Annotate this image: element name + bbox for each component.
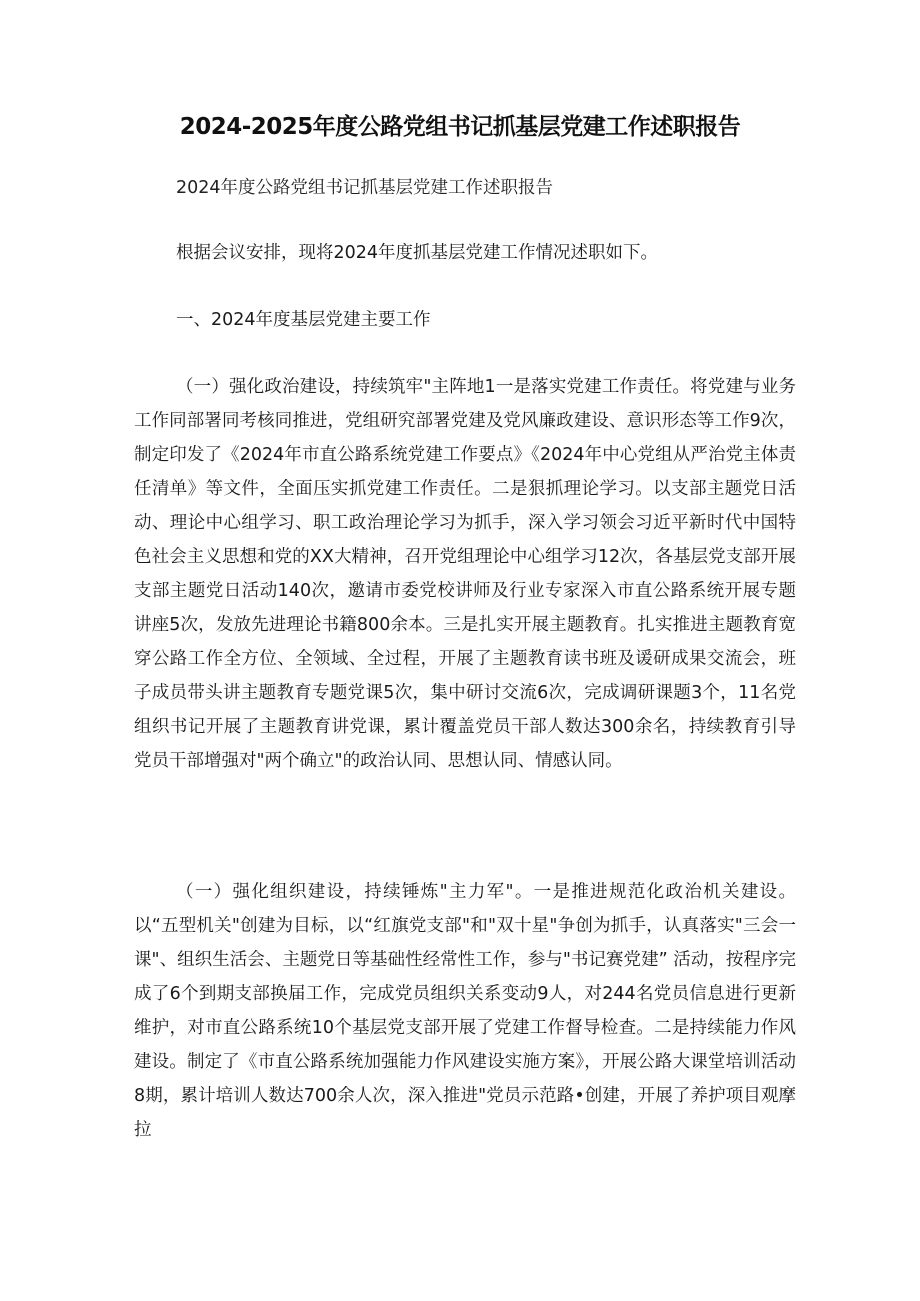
intro-paragraph: 根据会议安排，现将2024年度抓基层党建工作情况述职如下。 [176,243,659,263]
section-heading: 一、2024年度基层党建主要工作 [176,310,431,330]
document-subtitle: 2024年度公路党组书记抓基层党建工作述职报告 [176,178,554,198]
document-title: 2024-2025年度公路党组书记抓基层党建工作述职报告 [179,114,741,140]
body-paragraph: （一）强化组织建设，持续锤炼"主力军"。一是推进规范化政治机关建设。以“五型机关"创建为目标，以“红旗党支部"和"双十星"争创为抓手，认真落实"三会一课"、组织生活会、主题党日等基础性经常性工作，参与"书记赛党建” 活动，按程序完成了6个到期支部换届工作，完成党员组织关系变动9人，对244名党员信息进行更新维护，对市直公路系统10个基层党支部开展了党建工作督导检查。二是持续能力作风建设。制定了《市直公路系统加强能力作风建设实施方案》，开展公路大课堂培训活动8期，累计培训人数达700余人次，深入推进"党员示范路•创建，开展了养护项目观摩拉 [134,882,796,1140]
body-paragraph: （一）强化政治建设，持续筑牢"主阵地1一是落实党建工作责任。将党建与业务工作同部署同考核同推进，党组研究部署党建及党风廉政建设、意识形态等工作9次，制定印发了《2024年市直公路系统党建工作要点》《2024年中心党组从严治党主体责任清单》等文件，全面压实抓党建工作责任。二是狠抓理论学习。以支部主题党日活动、理论中心组学习、职工政治理论学习为抓手，深入学习领会习近平新时代中国特色社会主义思想和党的XX大精神，召开党组理论中心组学习12次，各基层党支部开展支部主题党日活动140次，邀请市委党校讲师及行业专家深入市直公路系统开展专题讲座5次，发放先进理论书籍800余本。三是扎实开展主题教育。扎实推进主题教育宽穿公路工作全方位、全领域、全过程，开展了主题教育读书班及谖研成果交流会，班子成员带头讲主题教育专题党课5次，集中研讨交流6次，完成调研课题3个，11名党组织书记开展了主题教育讲党课，累计覆盖党员干部人数达300余名，持续教育引导党员干部增强对"两个确立"的政治认同、思想认同、情感认同。 [134,377,796,771]
